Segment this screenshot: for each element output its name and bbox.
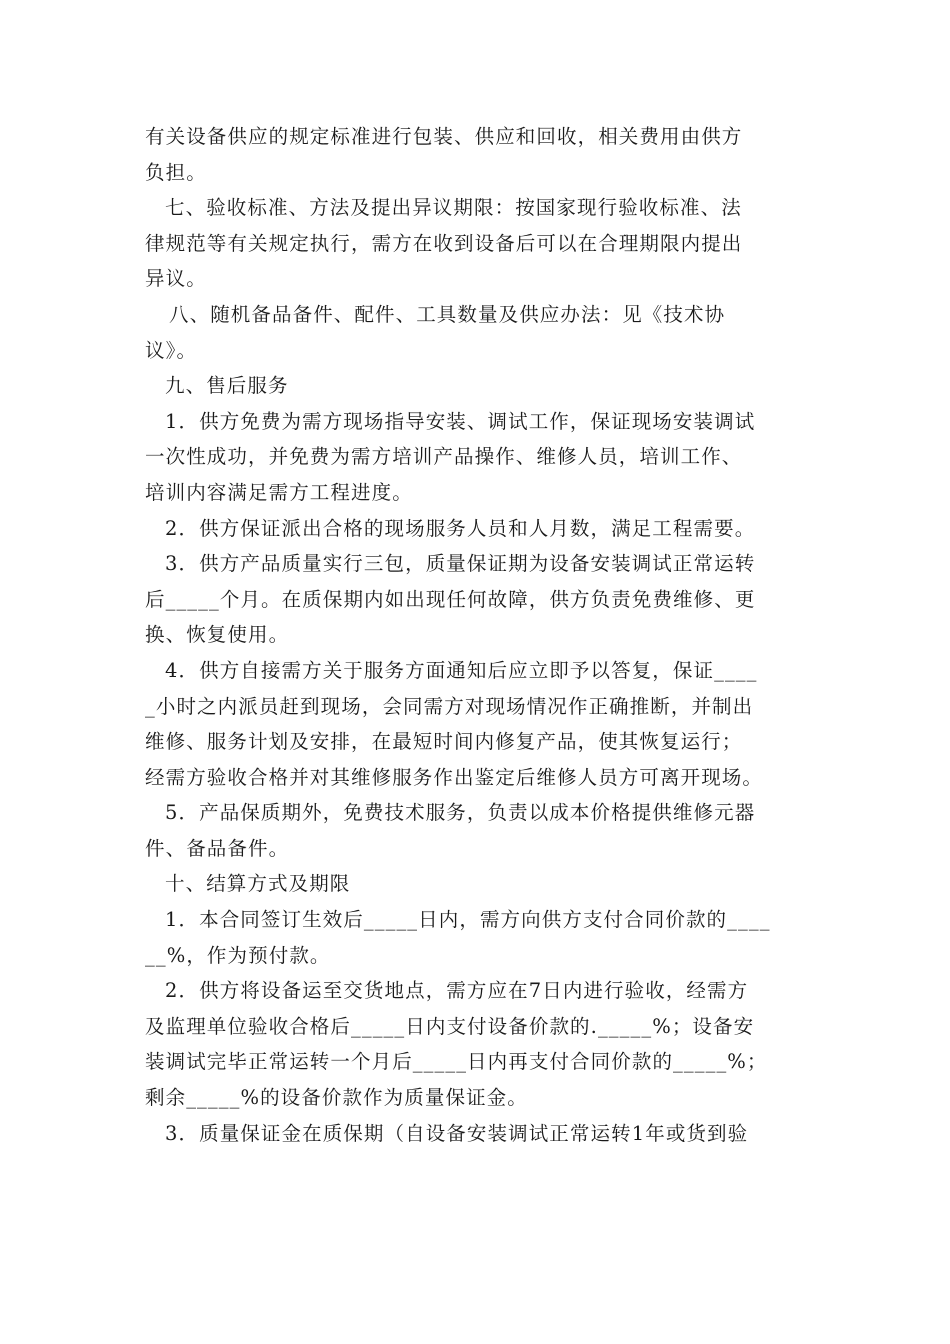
text-line: __%，作为预付款。 (145, 943, 331, 967)
contract-body (145, 119, 811, 1151)
clause-line: 5．产品保质期外，免费技术服务，负责以成本价格提供维修元器 (165, 801, 756, 825)
clause-line: 3．质量保证金在质保期（自设备安装调试正常运转1年或货到验 (165, 1121, 749, 1145)
text-line: 件、备品备件。 (145, 836, 290, 860)
text-line: 剩余_____%的设备价款作为质量保证金。 (145, 1086, 528, 1110)
section-heading-8: 八、随机备品备件、配件、工具数量及供应办法：见《技术协 (169, 302, 726, 326)
section-heading-10: 十、结算方式及期限 (165, 872, 351, 896)
text-line: 培训内容满足需方工程进度。 (145, 480, 413, 504)
clause-line: 3．供方产品质量实行三包，质量保证期为设备安装调试正常运转 (165, 552, 756, 576)
section-heading-9: 九、售后服务 (165, 374, 289, 398)
text-line: 换、恢复使用。 (145, 623, 290, 647)
text-line: 一次性成功，并免费为需方培训产品操作、维修人员，培训工作、 (145, 445, 743, 469)
clause-line: 2．供方保证派出合格的现场服务人员和人月数，满足工程需要。 (165, 516, 756, 540)
clause-line: 1．供方免费为需方现场指导安装、调试工作，保证现场安装调试 (165, 409, 756, 433)
text-line: 律规范等有关规定执行，需方在收到设备后可以在合理期限内提出 (145, 231, 743, 255)
section-heading-7: 七、验收标准、方法及提出异议期限：按国家现行验收标准、法 (165, 196, 742, 220)
text-line: 负担。 (145, 160, 207, 184)
text-line: 后_____个月。在质保期内如出现任何故障，供方负责免费维修、更 (145, 587, 756, 611)
text-line: 装调试完毕正常运转一个月后_____日内再支付合同价款的_____%； (145, 1050, 768, 1074)
text-line: 维修、服务计划及安排，在最短时间内修复产品，使其恢复运行； (145, 730, 743, 754)
clause-line: 4．供方自接需方关于服务方面通知后应立即予以答复，保证____ (165, 658, 758, 682)
text-line: _小时之内派员赶到现场，会同需方对现场情况作正确推断，并制出 (145, 694, 754, 718)
clause-line: 1．本合同签订生效后_____日内，需方向供方支付合同价款的____ (165, 908, 771, 932)
text-line: 经需方验收合格并对其维修服务作出鉴定后维修人员方可离开现场。 (145, 765, 764, 789)
clause-line: 2．供方将设备运至交货地点，需方应在7日内进行验收，经需方 (165, 979, 749, 1003)
text-line: 及监理单位验收合格后_____日内支付设备价款的._____%；设备安 (145, 1014, 755, 1038)
text-line: 有关设备供应的规定标准进行包装、供应和回收，相关费用由供方 (145, 125, 743, 148)
text-line: 议》。 (145, 338, 198, 362)
text-line: 异议。 (145, 267, 207, 291)
